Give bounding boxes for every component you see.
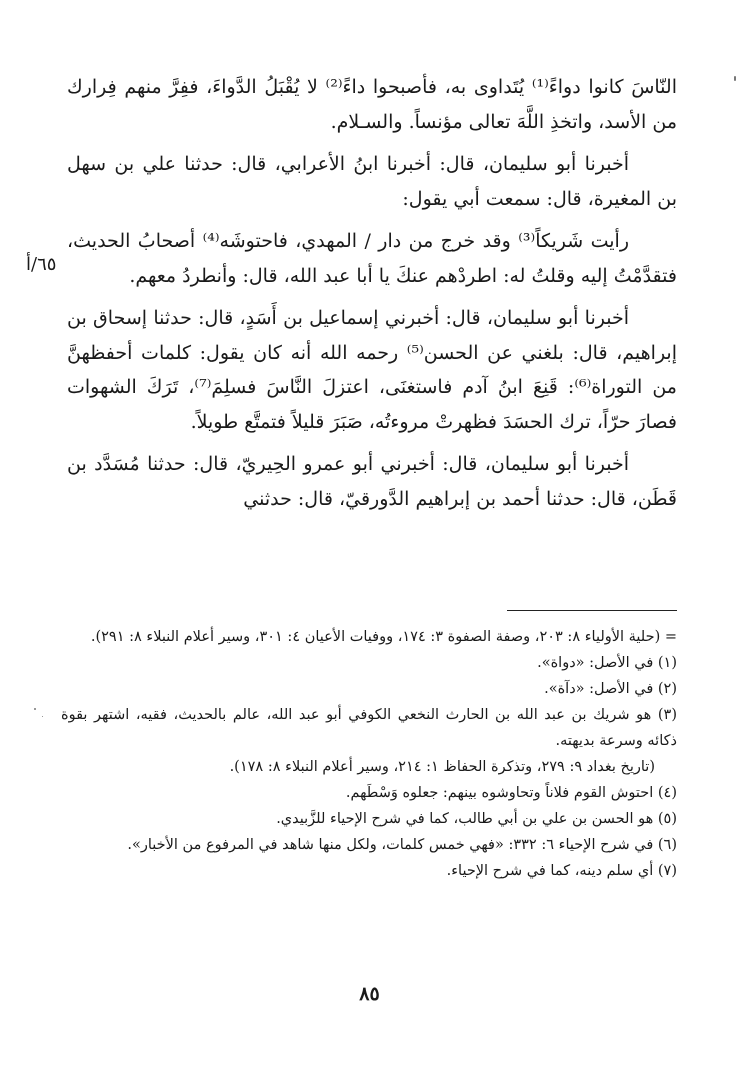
page-number: ٨٥ [359,983,380,1005]
paragraph-5: أخبرنا أبو سليمان، قال: أخبرني أبو عمرو الحِيريّ، قال: حدثنا مُسَدَّد بن قَطَن، قال: حدثنا أحمد بن إبراهيم الدَّورقيّ، قال: حدثني [67,453,677,510]
footnote-7: (٧) أي سلم دينه، كما في شرح الإحياء. [446,863,677,879]
manuscript-folio-ref: ٦٥/أ [26,254,57,275]
footnote-continuation: = (حلية الأولياء ٨: ٢٠٣، وصفة الصفوة ٣: ١٧٤، ووفيات الأعيان ٤: ٣٠١، وسير أعلام النبلاء ٨: ٢٩١). [90,629,677,645]
paragraph-3: رأيت شَريكاً⁽³⁾ وقد خرج من دار / المهدي، فاحتوشَه⁽⁴⁾ أصحابُ الحديث، فتقدَّمْتُ إليه وقلتُ له: اطردْهم عنكَ يا أبا عبد الله، قال: وأنطردُ معهم. [67,230,677,287]
paragraph-2: أخبرنا أبو سليمان، قال: أخبرنا ابنُ الأعرابي، قال: حدثنا علي بن سهل بن المغيرة، قال: سمعت أبي يقول: [67,153,677,210]
paragraph-1: النّاسَ كانوا دواءً⁽¹⁾ يُتَداوى به، فأصبحوا داءً⁽²⁾ لا يُقْبَلُ الدَّواءَ، ففِرَّ منهم فِرارك من الأسد، واتخذِ اللَّهَ تعالى مؤنساً. والسـلام. [67,76,677,133]
footnote-1: (١) في الأصل: «دواة». [537,655,677,671]
footnote-5: (٥) هو الحسن بن علي بن أبي طالب، كما في شرح الإحياء للزَّبيدي. [276,811,677,827]
scan-speck [34,708,36,710]
footnotes [61,624,677,884]
footnote-6: (٦) في شرح الإحياء ٦: ٣٣٢: «فهي خمس كلمات، ولكل منها شاهد في المرفوع من الأخبار». [127,837,677,853]
scan-speck [42,716,43,717]
footnote-separator [507,610,677,611]
footnote-2: (٢) في الأصل: «دآة». [544,681,677,697]
paragraph-4: أخبرنا أبو سليمان، قال: أخبرني إسماعيل بن أَسَدٍ، قال: حدثنا إسحاق بن إبراهيم، قال: بلغني عن الحسن⁽⁵⁾ رحمه الله أنه كان يقول: كلمات أحفظهنَّ من التوراة⁽⁶⁾: قَنِعَ ابنُ آدم فاستغنَى، اعتزلَ النَّاسَ فسلِمَ⁽⁷⁾، تَرَكَ الشهوات فصارَ حرّاً، ترك الحسَدَ فظهرتْ مروءتُه، صَبَرَ قليلاً فتمتَّع طويلاً. [67,307,677,433]
main-text [67,70,677,516]
footnote-4: (٤) احتوش القوم فلاناً وتحاوشوه بينهم: جعلوه وَسْطَهم. [345,785,677,801]
scan-speck [734,76,736,81]
footnote-3-source: (تاريخ بغداد ٩: ٢٧٩، وتذكرة الحفاظ ١: ٢١٤، وسير أعلام النبلاء ٨: ١٧٨). [229,759,655,775]
footnote-3: (٣) هو شريك بن عبد الله بن الحارث النخعي الكوفي أبو عبد الله، عالم بالحديث، فقيه، اشتهر بقوة ذكائه وسرعة بديهته. [61,707,677,749]
